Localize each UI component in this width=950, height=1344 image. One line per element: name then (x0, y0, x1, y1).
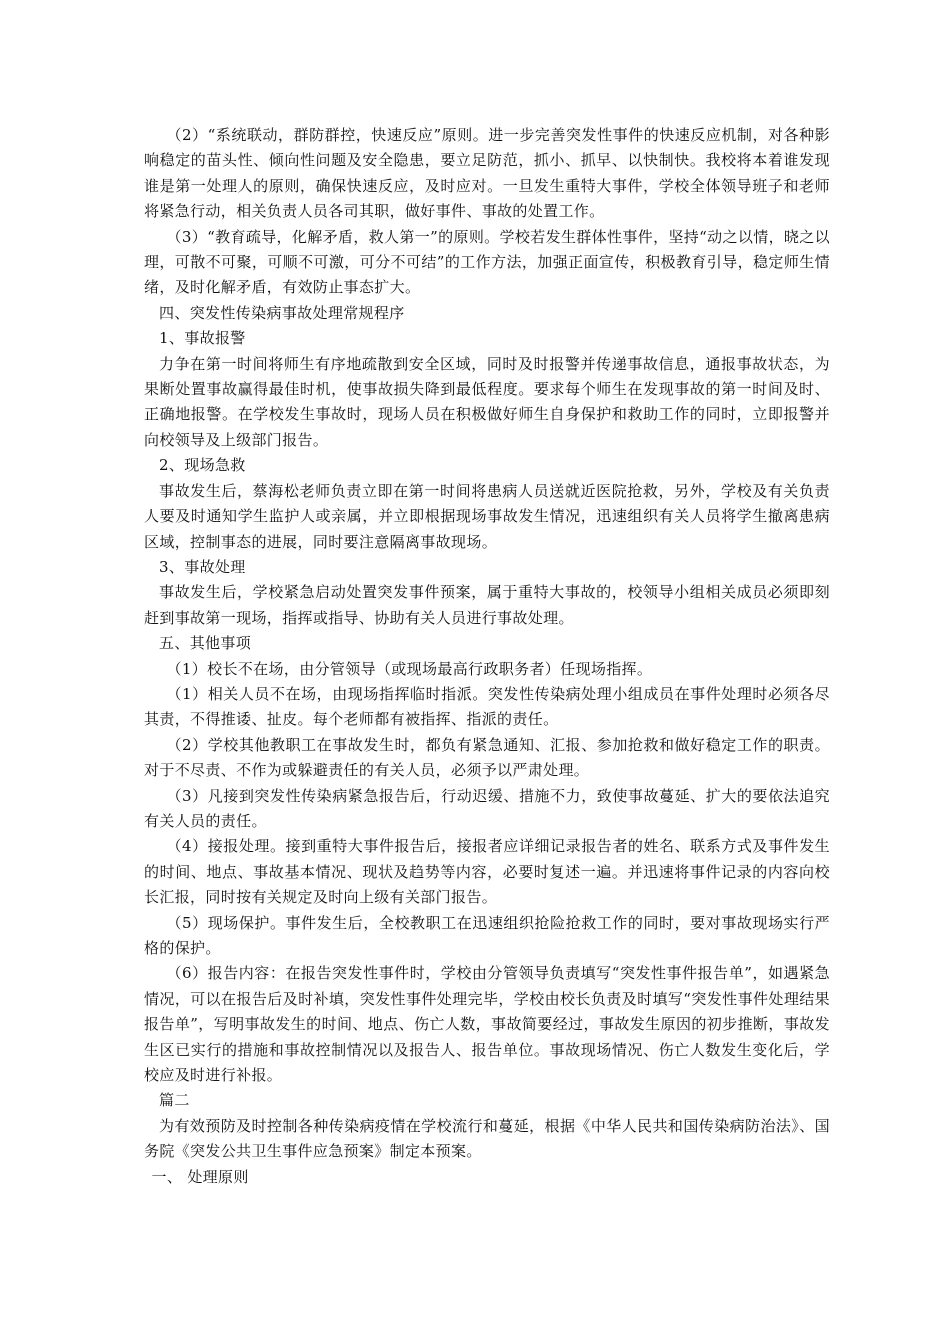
paragraph-item-2: （2）学校其他教职工在事故发生时，都负有紧急通知、汇报、参加抢救和做好稳定工作的职责。对于不尽责、不作为或躲避责任的有关人员，必须予以严肃处理。 (144, 735, 830, 780)
paragraph-alarm: 力争在第一时间将师生有序地疏散到安全区域，同时及时报警并传递事故信息，通报事故状态，为果断处置事故赢得最佳时机，使事故损失降到最低程度。要求每个师生在发现事故的第一时间及时、正确地报警。在学校发生事故时，现场人员在积极做好师生自身保护和救助工作的同时，立即报警并向校领导及上级部门报告。 (144, 354, 830, 449)
paragraph-item-1b: （1）相关人员不在场，由现场指挥临时指派。突发性传染病处理小组成员在事件处理时必须各尽其责，不得推诿、扯皮。每个老师都有被指挥、指派的责任。 (144, 684, 830, 729)
paragraph-item-5: （5）现场保护。事件发生后，全校教职工在迅速组织抢险抢救工作的同时，要对事故现场实行严格的保护。 (144, 913, 830, 957)
paragraph-handling: 事故发生后，学校紧急启动处置突发事件预案，属于重特大事故的，校领导小组相关成员必须即刻赶到事故第一现场，指挥或指导、协助有关人员进行事故处理。 (144, 583, 830, 627)
paragraph-item-3: （3）凡接到突发性传染病紧急报告后，行动迟缓、措施不力，致使事故蔓延、扩大的要依法追究有关人员的责任。 (144, 786, 830, 830)
paragraph-principle-3: （3）“教育疏导，化解矛盾，救人第一”的原则。学校若发生群体性事件，坚持“动之以情，晓之以理，可散不可聚，可顺不可激，可分不可结”的工作方法，加强正面宣传，积极教育引导，稳定师生情绪，及时化解矛盾，有效防止事态扩大。 (144, 227, 830, 297)
section-heading-4: 四、突发性传染病事故处理常规程序 (159, 303, 405, 322)
document-body (144, 123, 830, 1190)
subheading-first-aid: 2、现场急救 (159, 456, 246, 475)
paragraph-item-6: （6）报告内容：在报告突发性事件时，学校由分管领导负责填写“突发性事件报告单”，如遇紧急情况，可以在报告后及时补填，突发性事件处理完毕，学校由校长负责及时填写“突发性事件处理结果报告单”，写明事故发生的时间、地点、伤亡人数，事故简要经过，事故发生原因的初步推断，事故发生区已实行的措施和事故控制情况以及报告人、报告单位。事故现场情况、伤亡人数发生变化后，学校应及时进行补报。 (144, 964, 830, 1085)
subheading-alarm: 1、事故报警 (159, 329, 246, 348)
paragraph-item-1a: （1）校长不在场，由分管领导（或现场最高行政职务者）任现场指挥。 (166, 659, 653, 678)
paragraph-first-aid: 事故发生后，蔡海松老师负责立即在第一时间将患病人员送就近医院抢救，另外，学校及有关负责人要及时通知学生监护人或亲属，并立即根据现场事故发生情况，迅速组织有关人员将学生撤离患病区域，控制事态的进展，同时要注意隔离事故现场。 (144, 481, 830, 551)
subheading-handling: 3、事故处理 (159, 557, 246, 576)
paragraph-intro: 为有效预防及时控制各种传染病疫情在学校流行和蔓延，根据《中华人民共和国传染病防治法》、国务院《突发公共卫生事件应急预案》制定本预案。 (144, 1116, 830, 1161)
section-heading-5: 五、其他事项 (159, 634, 252, 653)
part-heading-2: 篇二 (159, 1091, 190, 1110)
paragraph-principle-2: （2）“系统联动，群防群控，快速反应”原则。进一步完善突发性事件的快速反应机制，对各种影响稳定的苗头性、倾向性问题及安全隐患，要立足防范，抓小、抓早、以快制快。我校将本着谁发现谁是第一处理人的原则，确保快速反应，及时应对。一旦发生重特大事件，学校全体领导班子和老师将紧急行动，相关负责人员各司其职，做好事件、事故的处置工作。 (144, 126, 830, 221)
section-heading-1: 一、 处理原则 (151, 1167, 249, 1186)
paragraph-item-4: （4）接报处理。接到重特大事件报告后，接报者应详细记录报告者的姓名、联系方式及事件发生的时间、地点、事故基本情况、现状及趋势等内容，必要时复述一遍。并迅速将事件记录的内容向校长汇报，同时按有关规定及时向上级有关部门报告。 (144, 837, 830, 907)
